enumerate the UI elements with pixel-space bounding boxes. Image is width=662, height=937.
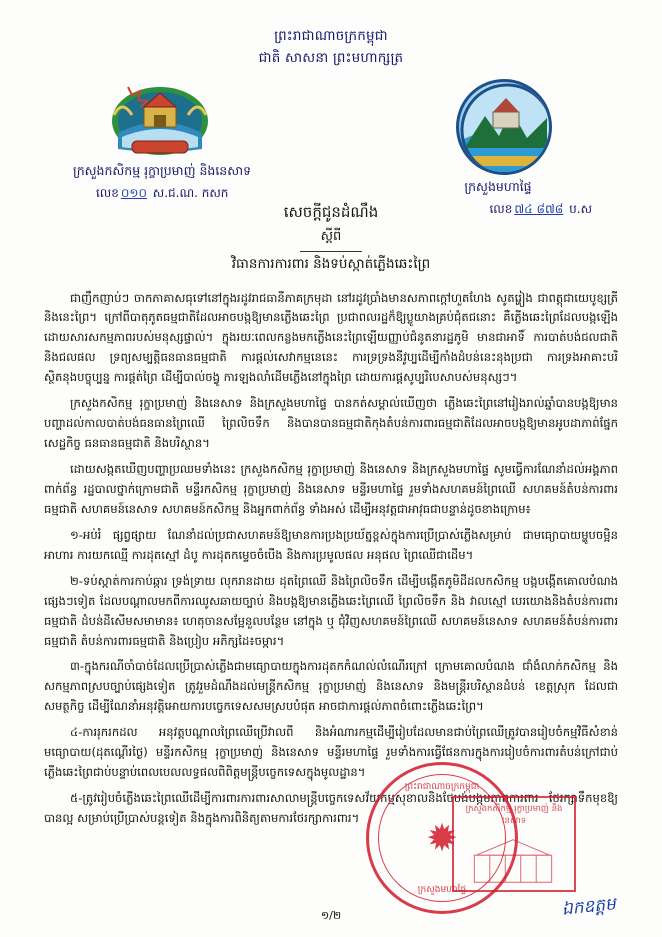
document-body [44,289,618,829]
ref-right-label: លេខ [489,201,513,216]
body-paragraph: ជាញឹកញាប់ៗ ចាកភាគាសធុទៅនៅក្នុងរដូវរាជធានីភាគក្រមុដា នៅរដូវប្រាំងមានសភាពក្តៅហួតហែង សូតរ្ហៀង ជាពត្តុជាយេបូខ្សត្រីនិងនេះព្រៃ។ ក្រៅពីបាតុភូតធម្មជាតិដែលអាចបង្កឱ្យមានភ្លើងឆេះព្រៃ ប្រជាពលរដ្ឋក៏ឱ្យប្លូយាងគ្រប់ជុំតជនោះ គឺភ្លើងឆេះព្រៃដែលបង្កឡើងដោយសារសកម្មភាពរបស់មនុស្សផ្ទាល់។ ក្នុងរយៈពេលកន្លងមកភ្លើងនេះព្រៃឡើយញ្ញាប់ជំនូតនារដ្ឋភូមិ មានជាអាទិ៍ ការបាត់បង់ជលជាតិនិងជលផល ទ្រព្យសម្បត្តិធនធានធម្មជាតិ ការផ្តល់សេវាកម្មនេនេះ ការទ្រទ្រងនីវូប្បដើម្បីកាំងដំបន់នេះនុងប្រជា ការទ្រងអាគាះបរិស្ថិតនុងបច្ចុប្បន្ន ការផ្តត់ព្រៃ ដើម្បីបាល់ចង្វូ ការឡងលាំដើមភ្លើងនៅក្នុងព្រៃ ដោយការផ្តសូប្បរិបេសាបស់មនុស្សៗ។ [44,290,618,385]
body-paragraph: ១-អប់រំ ផ្សព្វផ្សាយ ណែនាំដល់ប្រជាសហគមន៍ឱ្យមានការប្រងប្រយ័ត្នខ្ពស់ក្នុងការប្រើប្រាស់ភ្លើងសម្រាប់ ជាមធ្យោបាយម្ហូបចម្អិនអាហារ ការយកឈ្មើ ការដុតស្មៅ ដំបូ ការដុតកម្ទេចចំបើង និងការប្រមូលផល អនុផល ព្រៃឈើជាដើម។ [44,527,618,562]
stamp-bottom-text: ក្រសួងមហាផ្ទៃ [417,885,467,895]
ministry-right-label: ក្រសួងមហាផ្ទៃ [464,178,532,194]
body-paragraph: ៤-ការរុករកដល អនុវត្តបណ្តាលព្រៃឈើប្រើវាលពី និងអំណារកម្មដើម្បីរៀបដែលមានជាប់ព្រៃឈើត្រូវបានរៀបចំកម្មវិធីសំខាន់ មធ្យោបាយ(ដុតណ្តើរថ្ងៃ) មន្ទីរកសិកម្ម រុក្ខាប្រមាញ់ និងនេសាទ មន្ទីរមហាផ្ទៃ រួមទាំងការធ្វើផែនការក្នុងការរៀបចំការពារតំបន់ក្រៅជាប់ភ្លើងឆេះព្រៃជាប់បន្ទាប់ពេលបេលលទ្ធផលពិពិត្តមន្រ្តីបច្ចេកទេសក្នុងមូលដ្ឋាន។ [44,725,618,780]
reference-number-right [489,201,592,219]
square-stamp-text: ក្រសួងកសិកម្ម រុក្ខាប្រមាញ់ និងនេសាទ [465,804,563,826]
stamp-top-text: ព្រះរាជាណាចក្រកម្ពុជា [404,782,480,792]
page-title: សេចក្តីជូនដំណឹង [283,202,379,221]
ref-left-label: លេខ [96,185,119,200]
reference-number-left [96,185,228,203]
star-icon: ✹ [426,816,458,860]
ref-left-suffix: ស.ជ.ណ. កសក [152,185,229,200]
ref-left-value: ០១០ [120,185,147,200]
national-motto: ជាតិ សាសនា ព្រះមហាក្សត្រ [258,50,404,67]
kingdom-title-line1: ព្រះរាជាណាចក្រកម្ពុជា [274,28,388,44]
body-paragraph: ដោយសង្កតឃើញបញ្ហាប្រឈមទាំងនេះ ក្រសួងកសិកម្ម រុក្ខាប្រមាញ់ និងនេសាទ និងក្រសួងមហាផ្ទៃ សូមធ្វើការណែនាំដល់អង្គភាពពាក់ព័ន្ធ រដ្ឋបាលថ្នាក់ក្រោមជាតិ មន្ទីរកសិកម្ម រុក្ខាប្រមាញ់ និងនេសាទ មន្ទីរមហាផ្ទៃ រួមទាំងសហគមន៍ព្រៃឈើ សហគមន៍តំបន់ការពារធម្មជាតិ សហគមន៍នេសាទ សហគមន៍កសិកម្ម និងអ្នកពាក់ព័ន្ធ ទាំងអស់ ដើម្បីអនុវត្តជាអាវុធជាបន្ទាន់ដូចខាងក្រោម៖ [44,462,618,516]
ref-right-suffix: ប.ស [569,201,592,216]
body-paragraph: ក្រសួងកសិកម្ម រុក្ខាប្រមាញ់ និងនេសាទ និងក្រសួងមហាផ្ទៃ បានកត់សម្គាល់ឃើញថា ភ្លើងឆេះព្រៃនៅរៀងរាល់ឆ្នាំបានបង្កឱ្យមានបញ្ហាដល់កាលបាត់បង់ធនធានព្រៃឈើ ព្រៃលិចទឹក និងបានបានធម្មជាតិកុងតំបន់ការពារធម្មជាតិដែលអាចបង្កឱ្យមានអូបដាភាព់ផ្នែកសេដ្ឋកិច្ច ធនធានធម្មជាតិ និងបរិស្ថាន។ [44,396,618,451]
page-number: ១/២ [320,909,342,922]
ref-right-value: ៧៤ ៨៧៨ [514,201,564,216]
title-subject: វិធានការការពារ និងទប់ស្កាត់ភ្លើងឆេះព្រៃ [231,255,431,272]
body-paragraph: ៥-ត្រូវរៀបចំភ្លើងឆេះព្រៃឈើដើម្បីការពារការពារសាលាមន្ត្រីបច្ចេកទេសវ័យកម្មសុខាលនិងថែបង់បង្កមភាពការពារ ថែរក្សាទឹកមុខឱ្យបានល្អ សម្រាប់ប្រើប្រាស់បន្តទៀត និងក្នុងការពិនិត្យតាមការថែរក្សាការពារ។ [44,791,618,825]
interior-ministry-emblem-icon [456,79,552,175]
national-header [44,26,618,69]
signature: ឯកឧត្តម [560,894,617,920]
agriculture-ministry-emblem-icon [108,81,212,159]
body-paragraph: ៣-ក្នុងករណីចាំបាច់ដែលប្រើប្រាស់ភ្លើងជាមធ្យោបាយក្នុងការដុតកកំណល់លំណើរក្រៅ ក្រោមគោលបំណង ជាំងំលាក់កសិកម្ម និងសកម្មភាពស្របច្បាប់ផ្សេងទៀត ត្រូវរួមដំណឹងដល់មន្ត្រីកសិកម្ម រុក្ខាប្រមាញ់ និងនេសាទ និងមន្ត្រីរបរិស្ថានដំបន់ ខេត្តស្រុក ដែលជាសមត្ថកិច្ច ដើម្បីណែនាំអនុវត្តិអោយការបច្ចេកទេសសមស្របបំផុត អាចជាការផ្តល់ភាពចំពោះភ្លើងឆេះព្រៃ។ [44,659,618,714]
title-divider [300,251,362,252]
title-subject-label: ស្តីពី [320,228,342,244]
ministry-left-label: ក្រសួងកសិកម្ម រុក្ខាប្រមាញ់ និងនេសាទ [72,162,252,178]
body-paragraph: ២-ទប់ស្កាត់ការកាប់ឆ្ការ ទ្រង់ទ្រាយ លុករានដាយ ដុតព្រៃឈើ និងព្រៃលិចទឹក ដើម្បីបង្កើតភូមិដីដលកសិកម្ម បង្កបង្កើតគោលបំណងផ្សេងៗទៀត ដែលបណ្តាលមកពីការឈូសឆាយច្បាប់ និងបង្កឱ្យមានភ្លើងឆេះព្រៃឈើ ព្រៃលិចទឹក និង វាលស្មៅ បេរយោងនិងតំបន់ការពារធម្មជាតិ ដំបន់ដីសើមសមាមាន៖ ហេតុចានសម្អែនួលបន្ថែម នៅក្នុង ឬ ជុំវិញសហគមន៍ព្រៃឈើ សហគមន៍នេសាទ សហគមន៍តំបន់ការពារធម្មជាតិ តំបន់ការពារធម្មជាតិ និងប្រៀប អភិក្សដៃ៖ចម្ការ។ [44,573,618,648]
